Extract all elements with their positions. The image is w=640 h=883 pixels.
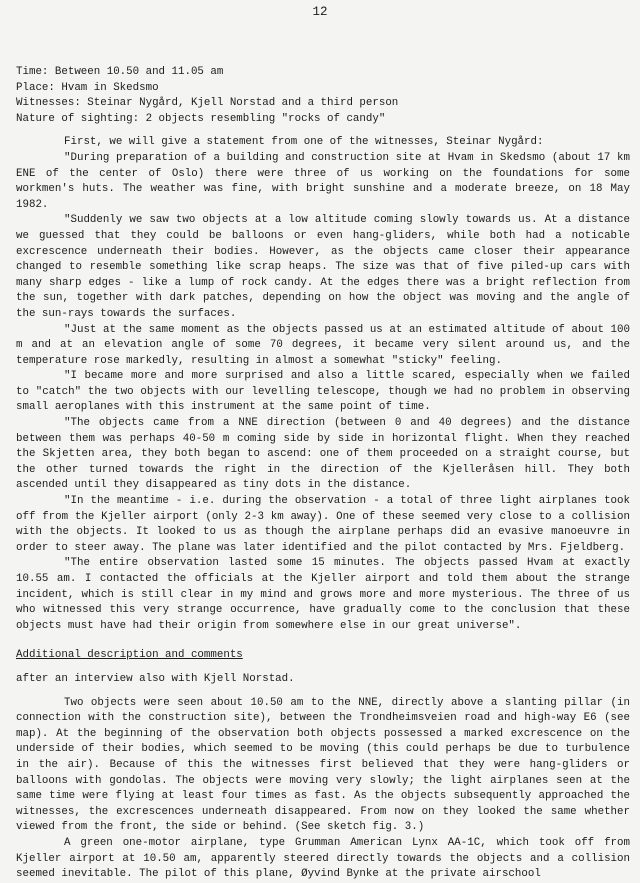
statement-paragraph: "The objects came from a NNE direction (between 0 and 40 degrees) and the distance between them was perhaps 40-50 m coming side by side in horizontal flight. When they reached the Skjetten area, they both began to ascend: one of them proceeded on a straight course, but the other turned towards the right in the direction of the Kjelleråsen hill. They both ascended until they disappeared as tiny dots in the distance.: [16, 417, 630, 492]
statement-paragraph: "During preparation of a building and construction site at Hvam in Skedsmo (about 17 km ENE of the center of Oslo) there were three of us working on the foundations for some workmen's huts. The weather was fine, with bright sunshine and a moderate breeze, on 18 May 1982.: [16, 151, 630, 211]
statement-paragraph: "I became more and more surprised and also a little scared, especially when we failed to "catch" the two objects with our levelling telescope, though we had no problem in observing small aeroplanes with this instrument at the same point of time.: [16, 370, 630, 414]
statement-paragraph: "In the meantime - i.e. during the observation - a total of three light airplanes took off from the Kjeller airport (only 2-3 km away). One of these seemed very close to a collision with the objects. It looked to us as though the airplane perhaps did an evasive manoeuvre in order to steer away. The plane was later identified and the pilot contacted by Mrs. Fjeldberg.: [16, 495, 630, 554]
page-number: 12: [312, 5, 328, 19]
header-time: Time: Between 10.50 and 11.05 am: [16, 66, 224, 78]
statement-paragraph: "Just at the same moment as the objects passed us at an estimated altitude of about 100 m and at an elevation angle of some 70 degrees, it became very silent around us, and the temperature rose markedly, resulting in almost a somewhat "sticky" feeling.: [16, 323, 630, 367]
section-title: Additional description and comments: [16, 649, 243, 662]
header-place: Place: Hvam in Skedsmo: [16, 81, 159, 94]
comment-paragraph: Two objects were seen about 10.50 am to the NNE, directly above a slanting pillar (in connection with the construction site), between the Trondheimsveien road and high-way E6 (see map). At the beginning of the observation both objects possessed a marked excrescence on the underside of their bodies, which seemed to be moving (this could perhaps be due to turbulence in the air). Because of this the witnesses first believed that they were hang-gliders or balloons with gondolas. The objects were moving very slowly; the light airplanes seen at the same time were flying at least four times as fast. As the objects subsequently approached the witnesses, the excrescences underneath disappeared. From now on they looked the same whether viewed from the front, the side or behind. (See sketch fig. 3.): [16, 696, 630, 834]
header-witnesses: Witnesses: Steinar Nygård, Kjell Norstad and a third person: [16, 97, 399, 110]
document-body: [16, 65, 630, 883]
statement-paragraph: "The entire observation lasted some 15 minutes. The objects passed Hvam at exactly 10.55 am. I contacted the officials at the Kjeller airport and told them about the strange incident, which is still clear in my mind and grows more and more mysterious. The three of us who witnessed this very strange occurrence, have gradually come to the conclusion that these objects must have had their origin from somewhere else in our great universe".: [16, 557, 630, 632]
intro-paragraph: First, we will give a statement from one of the witnesses, Steinar Nygård:: [64, 136, 544, 149]
section-intro: after an interview also with Kjell Norstad.: [16, 672, 295, 685]
comment-paragraph: A green one-motor airplane, type Grumman American Lynx AA-1C, which took off from Kjeller airport at 10.50 am, apparently steered directly towards the objects and a collision seemed inevitable. The pilot of this plane, Øyvind Bynke at the private airschool: [16, 836, 630, 881]
sighting-header: [16, 65, 630, 127]
statement-paragraph: "Suddenly we saw two objects at a low altitude coming slowly towards us. At a distance we guessed that they could be balloons or even hang-gliders, while both had a noticable excrescence underneath their bodies. However, as the objects came closer their appearance changed to resemble something like scrap heaps. The size was that of five piled-up cars with many sharp edges - like a lump of rock candy. At the edges there was a bright reflection from the sun, together with dark patches, depending on how the object was moving and the angle of the sun-rays towards the surfaces.: [16, 214, 630, 320]
header-nature: Nature of sighting: 2 objects resembling "rocks of candy": [16, 112, 386, 125]
